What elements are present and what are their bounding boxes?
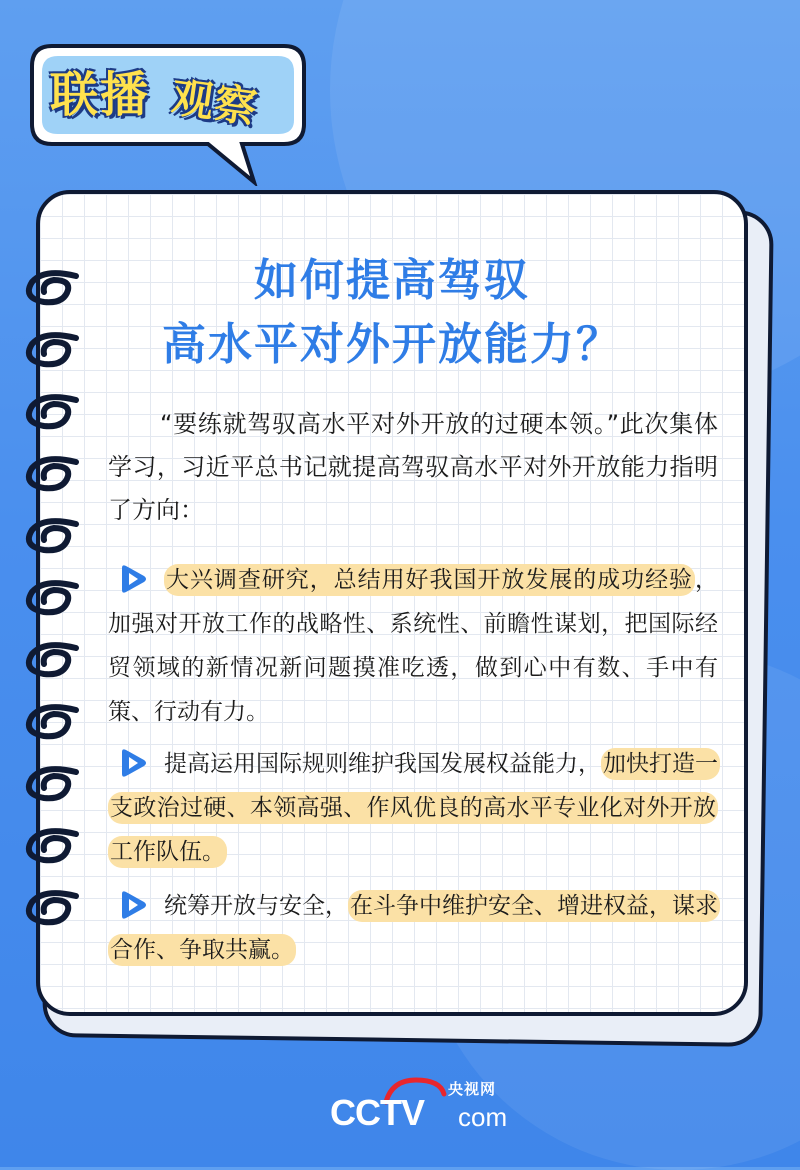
list-item-text: 统筹开放与安全，在斗争中维护安全、增进权益，谋求合作、争取共赢。 — [108, 884, 718, 972]
article-title-line2: 高水平对外开放能力？ — [162, 319, 622, 370]
spiral-ring-icon — [14, 702, 94, 742]
play-arrow-icon — [116, 564, 150, 594]
highlighted-text: 在斗争中维护安全、增进权益，谋求合作、争取共赢。 — [108, 890, 720, 966]
logo-chinese-name: 央视网 — [448, 1080, 497, 1098]
spiral-ring-icon — [14, 640, 94, 680]
logo-com-text: com — [458, 1102, 508, 1132]
article-title-line1: 如何提高驾驭 — [254, 255, 530, 306]
play-arrow-icon — [116, 890, 150, 920]
list-item — [108, 558, 718, 734]
list-item-text: 大兴调查研究，总结用好我国开放发展的成功经验，加强对开放工作的战略性、系统性、前瞻性谋划，把国际经贸领域的新情况新问题摸准吃透，做到心中有数、手中有策、行动有力。 — [108, 558, 718, 734]
lianbo-guancha-badge — [22, 36, 322, 186]
play-arrow-icon — [116, 748, 150, 778]
logo-cctv-text: CCTV — [330, 1092, 424, 1133]
badge-title-part2: 观察 — [168, 72, 261, 133]
intro-paragraph: “要练就驾驭高水平对外开放的过硬本领。”此次集体学习，习近平总书记就提高驾驭高水平对外开放能力指明了方向： — [108, 410, 718, 524]
spiral-ring-icon — [14, 578, 94, 618]
list-item-text: 提高运用国际规则维护我国发展权益能力，加快打造一支政治过硬、本领高强、作风优良的高水平专业化对外开放工作队伍。 — [108, 742, 718, 874]
spiral-ring-icon — [14, 392, 94, 432]
spiral-ring-icon — [14, 516, 94, 556]
highlighted-text: 大兴调查研究，总结用好我国开放发展的成功经验 — [164, 564, 695, 596]
spiral-ring-icon — [14, 826, 94, 866]
cctv-logo — [330, 1072, 520, 1142]
badge-title-part1: 联播 — [50, 67, 151, 123]
spiral-ring-icon — [14, 764, 94, 804]
notebook-spiral-rings — [14, 268, 94, 968]
spiral-ring-icon — [14, 454, 94, 494]
highlighted-text: 加快打造一支政治过硬、本领高强、作风优良的高水平专业化对外开放工作队伍。 — [108, 748, 720, 868]
spiral-ring-icon — [14, 888, 94, 928]
list-item — [108, 742, 718, 874]
list-item — [108, 884, 718, 972]
